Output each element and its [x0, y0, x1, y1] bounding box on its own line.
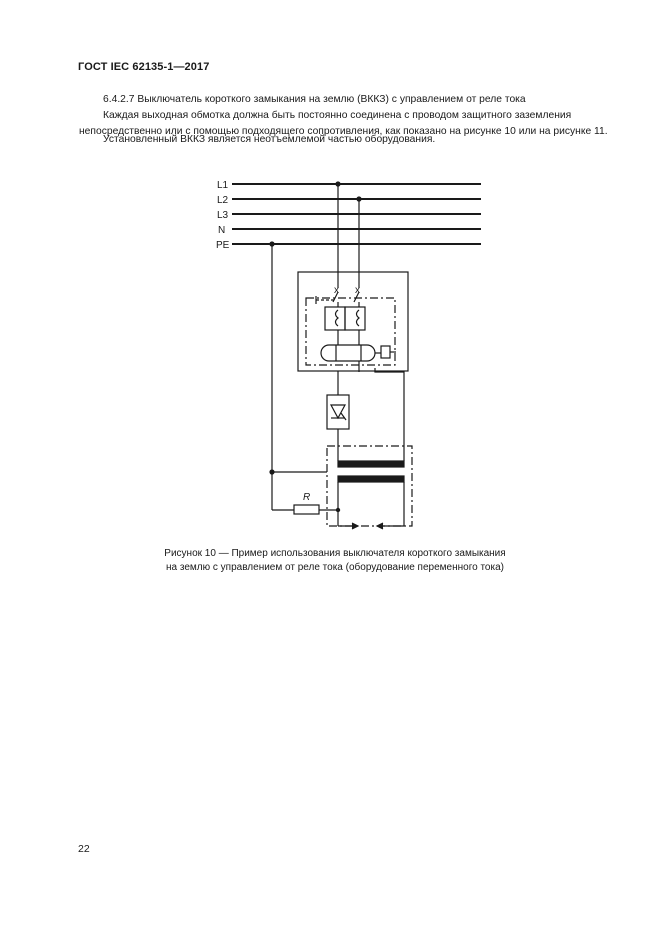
- transformer-box: [327, 446, 412, 526]
- coil-block-left: [325, 307, 345, 330]
- release-capsule: [321, 345, 375, 361]
- caption-line-1: Рисунок 10 — Пример использования выключателя короткого замыкания: [164, 548, 506, 559]
- bus-label-n: N: [218, 225, 226, 236]
- section-body-text-2: Установленный ВККЗ является неотъемлемой частью оборудования.: [103, 134, 436, 145]
- bus-label-l3: L3: [217, 210, 229, 221]
- breaker-enclosure: [298, 272, 408, 371]
- document-header: ГОСТ IEC 62135-1—2017: [78, 61, 210, 73]
- resistor: [294, 505, 319, 514]
- figure-caption: [150, 547, 520, 575]
- section-body-text: Каждая выходная обмотка должна быть постоянно соединена с проводом защитного заземления непосредственно или с помощью подходящего сопротивления, как показано на рисунке 10 или на рисунке 11.: [79, 110, 608, 137]
- section-title-line: 6.4.2.7 Выключатель короткого замыкания на землю (ВККЗ) с управлением от реле тока: [103, 94, 526, 105]
- caption-line-2: на землю с управлением от реле тока (оборудование переменного тока): [166, 562, 504, 573]
- page-number: 22: [78, 843, 90, 855]
- thyristor-box: [327, 395, 349, 429]
- bus-label-l2: L2: [217, 195, 229, 206]
- breaker-inner-box: [306, 298, 395, 365]
- bus-label-pe: PE: [216, 240, 230, 251]
- winding-secondary: [338, 476, 404, 482]
- svg-text:x: x: [334, 285, 339, 296]
- coil-block-right: [345, 307, 365, 330]
- svg-text:x: x: [355, 285, 360, 296]
- resistor-label: R: [303, 492, 311, 503]
- winding-primary: [338, 461, 404, 467]
- bus-label-l1: L1: [217, 180, 229, 191]
